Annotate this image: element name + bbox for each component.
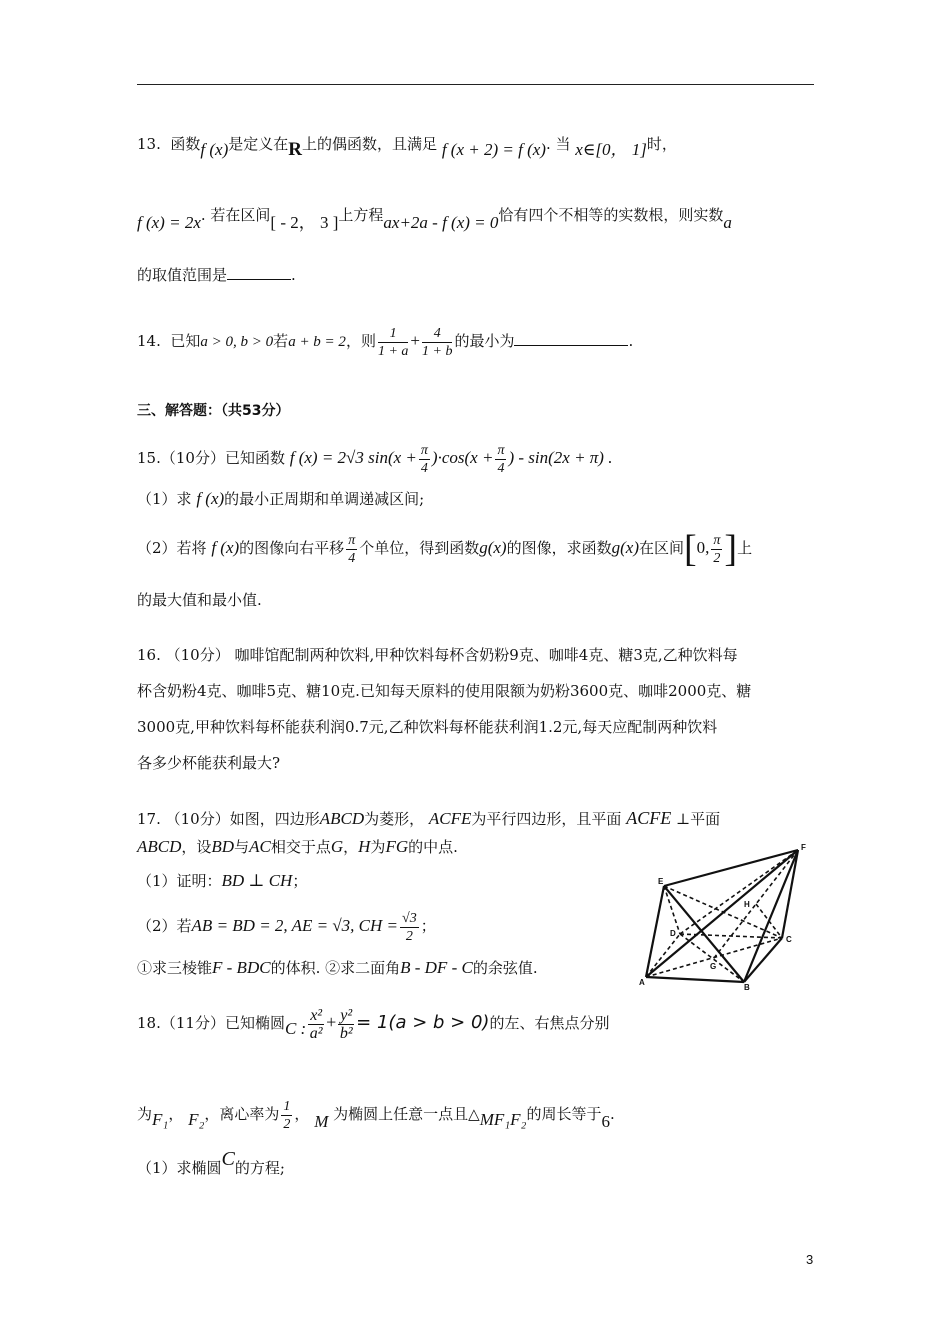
edge-FC — [782, 850, 798, 938]
q13-line-1: 13. 函数f (x)是定义在R上的偶函数，且满足 f (x + 2) = f (x). 当 x∈[0， 1]时， — [137, 135, 677, 160]
q16-line-4: 各多少杯能获利最大? — [137, 754, 281, 772]
q17-line-1: 17. （10分）如图，四边形ABCD为菱形， ACFE为平行四边形，且平面 ACFE ⊥平面 — [137, 808, 721, 828]
q18-line-1: 18.（11分）已知椭圆C : $\frac{\text{x²}}{\text{a²}}$ + $\frac{\text{y²}}{\text{b²}}$ = 1(a > b > 0)的左、右焦点分别 — [137, 1006, 610, 1042]
q13-line-3: 的取值范围是 . — [137, 266, 296, 284]
q17-sub-3: ①求三棱锥F - BDC的体积. ②求二面角B - DF - C的余弦值. — [137, 958, 538, 977]
q16-line-2: 杯含奶粉4克、咖啡5克、糖10克.已知每天原料的使用限额为奶粉3600克、咖啡2000克、糖 — [137, 682, 752, 700]
label-H: H — [744, 900, 750, 909]
edge-FB — [744, 850, 798, 982]
label-G: G — [710, 962, 717, 971]
q13-line-2: f (x) = 2x. 若在区间[ - 2， 3 ]上方程ax+2a - f (x) = 0恰有四个不相等的实数根，则实数a — [137, 206, 732, 232]
edge-AF — [646, 850, 798, 977]
edge-AB — [646, 977, 744, 982]
q14-line: 14. 已知a > 0, b > 0若a + b = 2，则 $\frac{1}{1 + a}$ + $\frac{4}{1 + b}$ 的最小为 . — [137, 325, 634, 359]
label-A: A — [639, 978, 645, 987]
answer-blank-14[interactable] — [514, 331, 628, 346]
fraction-pi-over-2: $\frac{\pi}{2}$ — [713, 532, 721, 566]
page-number: 3 — [806, 1252, 814, 1267]
q17-sub-1: （1）证明：BD ⊥ CH； — [137, 871, 308, 890]
q15-line-1: 15.（10分）已知函数 f (x) = 2√3 sin(x + $\frac{\pi}{4}$ )·cos(x + $\frac{\pi}{4}$ ) - sin(2x + π) . — [137, 442, 613, 476]
q18-sub-1: （1）求椭圆C的方程; — [137, 1148, 285, 1177]
q15-sub-2: （2）若将 f (x)的图像向右平移 $\frac{\pi}{4}$ 个单位，得到函数g(x)的图像，求函数g(x)在区间[0, $\frac{\pi}{2}$ ]上 — [137, 528, 753, 570]
q16-line-3: 3000克,甲种饮料每杯能获利润0.7元,乙种饮料每杯能获利润1.2元,每天应配制两种饮料 — [137, 718, 718, 736]
q16-line-1: 16. （10分） 咖啡馆配制两种饮料,甲种饮料每杯含奶粉9克、咖啡4克、糖3克,乙种饮料每 — [137, 646, 738, 664]
edge-BC — [744, 938, 782, 982]
fraction-sqrt3-over-2: $\frac{√3}{2}$ — [402, 910, 417, 944]
answer-blank-13[interactable] — [227, 265, 291, 280]
label-B: B — [744, 983, 750, 990]
q17-line-2: ABCD，设BD与AC相交于点G，H为FG的中点. — [137, 837, 458, 856]
label-F: F — [801, 843, 806, 852]
q15-sub-1: （1）求 f (x)的最小正周期和单调递减区间; — [137, 489, 425, 508]
edge-ED — [664, 886, 680, 934]
fraction-4-over-1-plus-b: $\frac{4}{1 + b}$ — [422, 325, 453, 359]
label-D: D — [670, 929, 676, 938]
fraction-y2-over-b2: $\frac{\text{y²}}{\text{b²}}$ — [339, 1006, 353, 1042]
header-rule — [137, 84, 814, 85]
fraction-pi-over-4: $\frac{\pi}{4}$ — [348, 532, 356, 566]
q15-sub-2-cont: 的最大值和最小值. — [137, 591, 262, 609]
label-E: E — [658, 877, 664, 886]
fraction-x2-over-a2: $\frac{\text{x²}}{\text{a²}}$ — [309, 1006, 323, 1042]
section-heading: 三、解答题：（共53分） — [137, 403, 290, 419]
fraction-pi-over-4: $\frac{\pi}{4}$ — [420, 442, 428, 476]
q18-line-2: 为F₁， F₂，离心率为 $\frac{1}{2}$ ， M 为椭圆上任意一点且△MF₁F₂的周长等于6. — [137, 1098, 615, 1132]
fraction-1-over-2: $\frac{1}{2}$ — [283, 1098, 291, 1132]
label-C: C — [786, 935, 792, 944]
q17-sub-2: （2）若AB = BD = 2, AE = √3, CH = $\frac{√3}{2}$ ； — [137, 910, 436, 944]
fraction-pi-over-4: $\frac{\pi}{4}$ — [497, 442, 505, 476]
geometry-figure — [636, 842, 816, 990]
fraction-1-over-1-plus-a: $\frac{1}{1 + a}$ — [377, 325, 409, 359]
